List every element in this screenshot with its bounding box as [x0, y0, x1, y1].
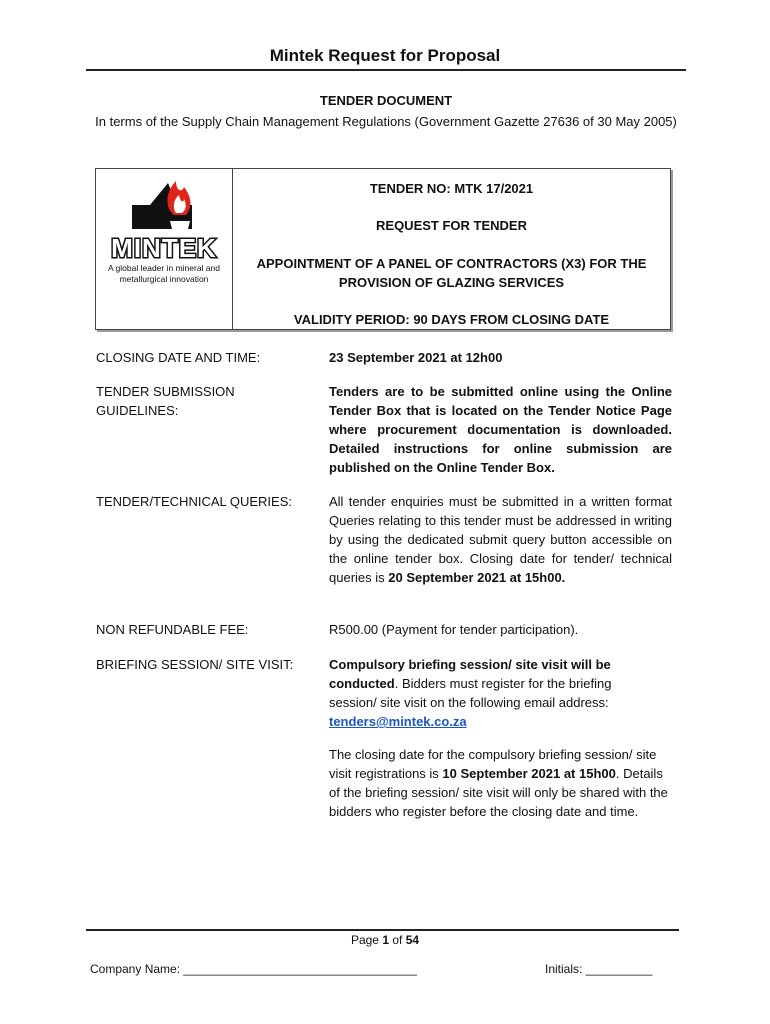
- closing-date-label: CLOSING DATE AND TIME:: [96, 350, 261, 365]
- company-name-field: Company Name: ___________________________________: [90, 962, 417, 976]
- briefing-value: [329, 655, 639, 731]
- page-total: 54: [405, 933, 420, 947]
- briefing-instructions: . Bidders must register for the briefing session/ site visit on the following email address:: [329, 676, 612, 710]
- mintek-logo: [100, 175, 228, 295]
- page-number: [0, 933, 770, 947]
- technical-queries-label: TENDER/TECHNICAL QUERIES:: [96, 494, 292, 509]
- validity-period: VALIDITY PERIOD: 90 DAYS FROM CLOSING DATE: [293, 312, 610, 327]
- svg-text:MINTEK: MINTEK: [111, 233, 217, 263]
- briefing-registration-note: [329, 745, 669, 821]
- svg-text:A global leader in mineral and: A global leader in mineral and: [108, 263, 220, 273]
- registration-text: The closing date for the compulsory briefing session/ site visit registrations is: [329, 747, 657, 781]
- submission-label-line-2: GUIDELINES:: [96, 403, 179, 418]
- page-of: of: [392, 933, 403, 947]
- footer-rule: [86, 929, 679, 931]
- briefing-compulsory: Compulsory briefing session/ site visit will be conducted: [329, 657, 611, 691]
- technical-queries-value: [329, 492, 672, 587]
- tender-info-box: [95, 168, 671, 330]
- document-heading: TENDER DOCUMENT: [319, 93, 453, 108]
- queries-deadline: 20 September 2021 at 15h00.: [388, 570, 566, 585]
- briefing-label: BRIEFING SESSION/ SITE VISIT:: [96, 657, 294, 672]
- document-subtitle: In terms of the Supply Chain Management Regulations (Government Gazette 27636 of 30 May 2005): [95, 114, 677, 129]
- submission-guidelines-label: [96, 382, 235, 420]
- mintek-logo-graphic: [100, 175, 228, 295]
- briefing-email-link[interactable]: tenders@mintek.co.za: [329, 714, 467, 729]
- appointment-line-2: PROVISION OF GLAZING SERVICES: [338, 275, 565, 290]
- submission-label-line-1: TENDER SUBMISSION: [96, 384, 235, 399]
- page-label: Page: [350, 933, 379, 947]
- registration-deadline: 10 September 2021 at 15h00: [442, 766, 616, 781]
- tender-number: TENDER NO: MTK 17/2021: [369, 181, 534, 196]
- registration-details: . Details of the briefing session/ site visit will only be shared with the bidders who register before the closing date and time.: [329, 766, 668, 819]
- queries-text: All tender enquiries must be submitted in a written format Queries relating to this tender must be addressed in writing by using the dedicated submit query button accessible on the online tender box. Closing date for tender/ technical queries is: [329, 494, 672, 585]
- initials-field: Initials: __________: [545, 962, 653, 976]
- fee-value: R500.00 (Payment for tender participation).: [329, 622, 579, 637]
- submission-guidelines-value: Tenders are to be submitted online using the Online Tender Box that is located on the Tender Notice Page where procurement documentation is downloaded. Detailed instructions for online submission are published on the Online Tender Box.: [329, 384, 672, 475]
- appointment-line-1: APPOINTMENT OF A PANEL OF CONTRACTORS (X3) FOR THE: [256, 256, 647, 271]
- svg-text:metallurgical innovation: metallurgical innovation: [119, 274, 209, 284]
- request-for-tender: REQUEST FOR TENDER: [376, 218, 527, 233]
- page-current: 1: [382, 933, 389, 947]
- header-rule: [86, 69, 686, 71]
- page-title: Mintek Request for Proposal: [269, 46, 501, 65]
- fee-label: NON REFUNDABLE FEE:: [96, 622, 249, 637]
- closing-date-value: 23 September 2021 at 12h00: [329, 350, 503, 365]
